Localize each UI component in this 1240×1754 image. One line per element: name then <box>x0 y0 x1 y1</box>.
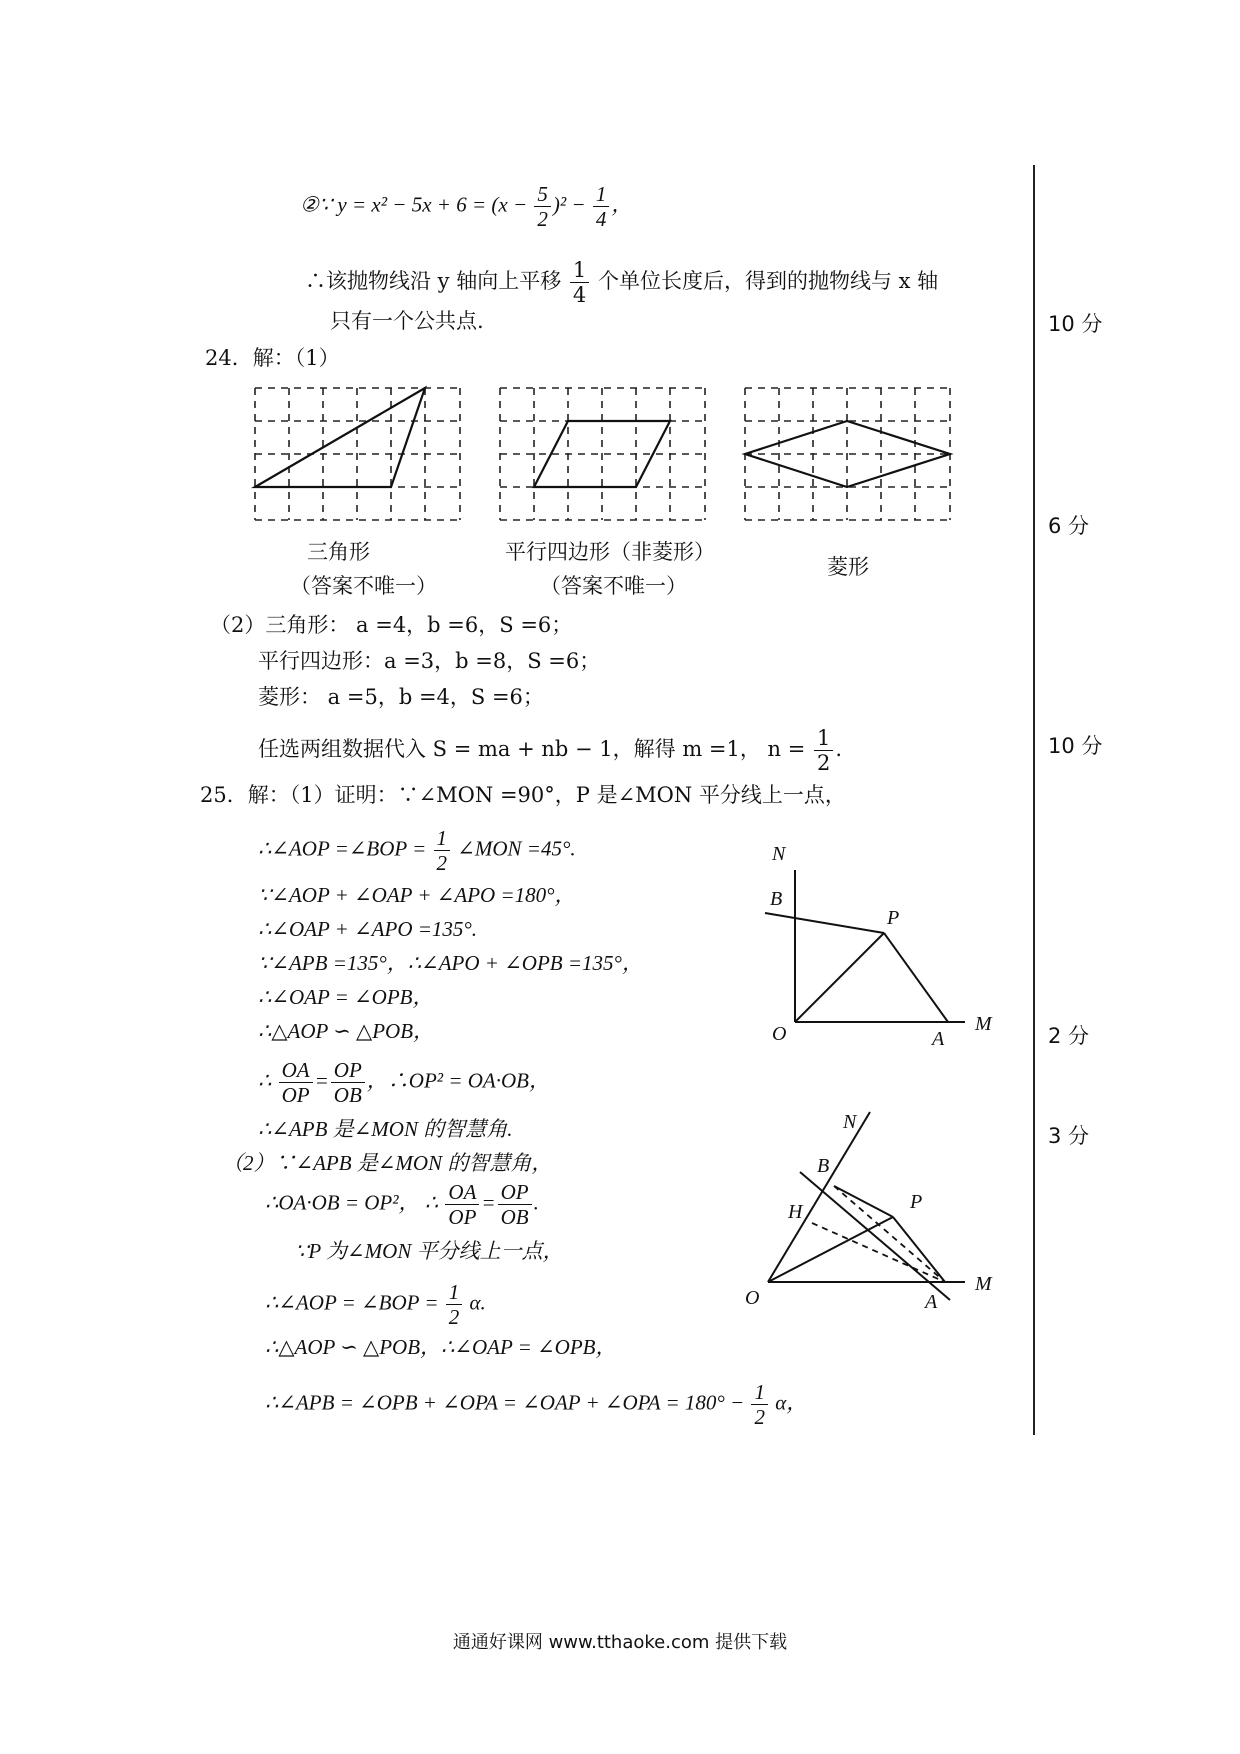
note-parallelogram: （答案不唯一） <box>540 574 687 598</box>
score-q25-part1b: 3 分 <box>1048 1124 1090 1148</box>
score-q25-part1a: 2 分 <box>1048 1024 1090 1048</box>
fig2-label-O: O <box>745 1287 760 1309</box>
note-triangle: （答案不唯一） <box>290 574 437 598</box>
fig2-label-M: M <box>975 1273 992 1295</box>
fig2-label-H: H <box>788 1201 803 1223</box>
caption-parallelogram: 平行四边形（非菱形） <box>505 540 715 564</box>
q25-part2-line2: ∵P 为∠MON 平分线上一点， <box>295 1239 564 1263</box>
caption-triangle: 三角形 <box>307 540 370 564</box>
fig2-label-A: A <box>925 1291 938 1313</box>
fig1-label-A: A <box>932 1028 945 1050</box>
q23-line3: 只有一个公共点. <box>330 309 484 333</box>
q24-part2-rhombus: 菱形： a =5，b =4，S =6； <box>258 685 544 709</box>
q25-part2-line5: ∴∠APB = ∠OPB + ∠OPA = ∠OAP + ∠OPA = 180° − $\frac{1}{2}$ α， <box>265 1380 808 1429</box>
score-q24-part2: 10 分 <box>1048 734 1103 758</box>
q23-line2: ∴该抛物线沿 y 轴向上平移 $\frac{1}{4}$ 个单位长度后，得到的抛物线与 x 轴 <box>305 258 939 307</box>
q25-part2-line3: ∴∠AOP = ∠BOP = $\frac{1}{2}$ α. <box>265 1280 486 1329</box>
q25-part2-line4: ∴△AOP ∽ △POB，∴∠OAP = ∠OPB， <box>265 1335 617 1359</box>
fig2-label-P: P <box>910 1191 923 1213</box>
q25-part2-header: （2）∵∠APB 是∠MON 的智慧角， <box>222 1151 553 1175</box>
q24-final: 任选两组数据代入 S = ma + nb − 1，解得 m =1， n = $\frac{1}{2}$ . <box>258 726 843 775</box>
q23-equation: ②∵ y = x² − 5x + 6 = (x − $\frac{5}{2}$ )² − $\frac{1}{4}$ ， <box>300 182 633 231</box>
q25-line-aop: ∴∠AOP =∠BOP = $\frac{1}{2}$ ∠MON =45°. <box>258 826 576 875</box>
q25-step-1: ∵∠AOP + ∠OAP + ∠APO =180°， <box>258 883 576 907</box>
fig1-label-B: B <box>770 888 783 910</box>
q25-step-3: ∵∠APB =135°，∴∠APO + ∠OPB =135°， <box>258 951 643 975</box>
q25-conclusion: ∴∠APB 是∠MON 的智慧角. <box>258 1117 513 1141</box>
q25-step-2: ∴∠OAP + ∠APO =135°. <box>258 917 478 941</box>
fig1-label-N: N <box>772 843 786 865</box>
q25-header: 25．解：（1）证明：∵∠MON =90°，P 是∠MON 平分线上一点， <box>200 783 846 807</box>
q25-step-4: ∴∠OAP = ∠OPB， <box>258 985 434 1009</box>
score-q24-part1: 6 分 <box>1048 514 1090 538</box>
fig1-label-P: P <box>887 907 900 929</box>
q25-step-5: ∴△AOP ∽ △POB， <box>258 1019 435 1043</box>
fig2-label-N: N <box>843 1111 857 1133</box>
q25-part2-line1: ∴OA·OB = OP²， ∴ $\frac{OA}{OP}$ = $\frac{OP}{OB}$ . <box>265 1180 539 1229</box>
q25-ratio-line: ∴ $\frac{OA}{OP}$ = $\frac{OP}{OB}$ ，∴OP² = OA·OB， <box>258 1058 550 1107</box>
score-q23: 10 分 <box>1048 312 1103 336</box>
q24-part2-triangle: （2）三角形： a =4，b =6，S =6； <box>210 613 573 637</box>
q24-header: 24．解：（1） <box>205 346 340 370</box>
footer-credit: 通通好课网 www.tthaoke.com 提供下载 <box>452 1632 788 1653</box>
fig2-label-B: B <box>817 1155 830 1177</box>
fig1-label-M: M <box>975 1013 992 1035</box>
fig1-label-O: O <box>772 1023 787 1045</box>
q24-part2-parallelogram: 平行四边形：a =3，b =8，S =6； <box>258 649 601 673</box>
caption-rhombus: 菱形 <box>827 555 869 579</box>
